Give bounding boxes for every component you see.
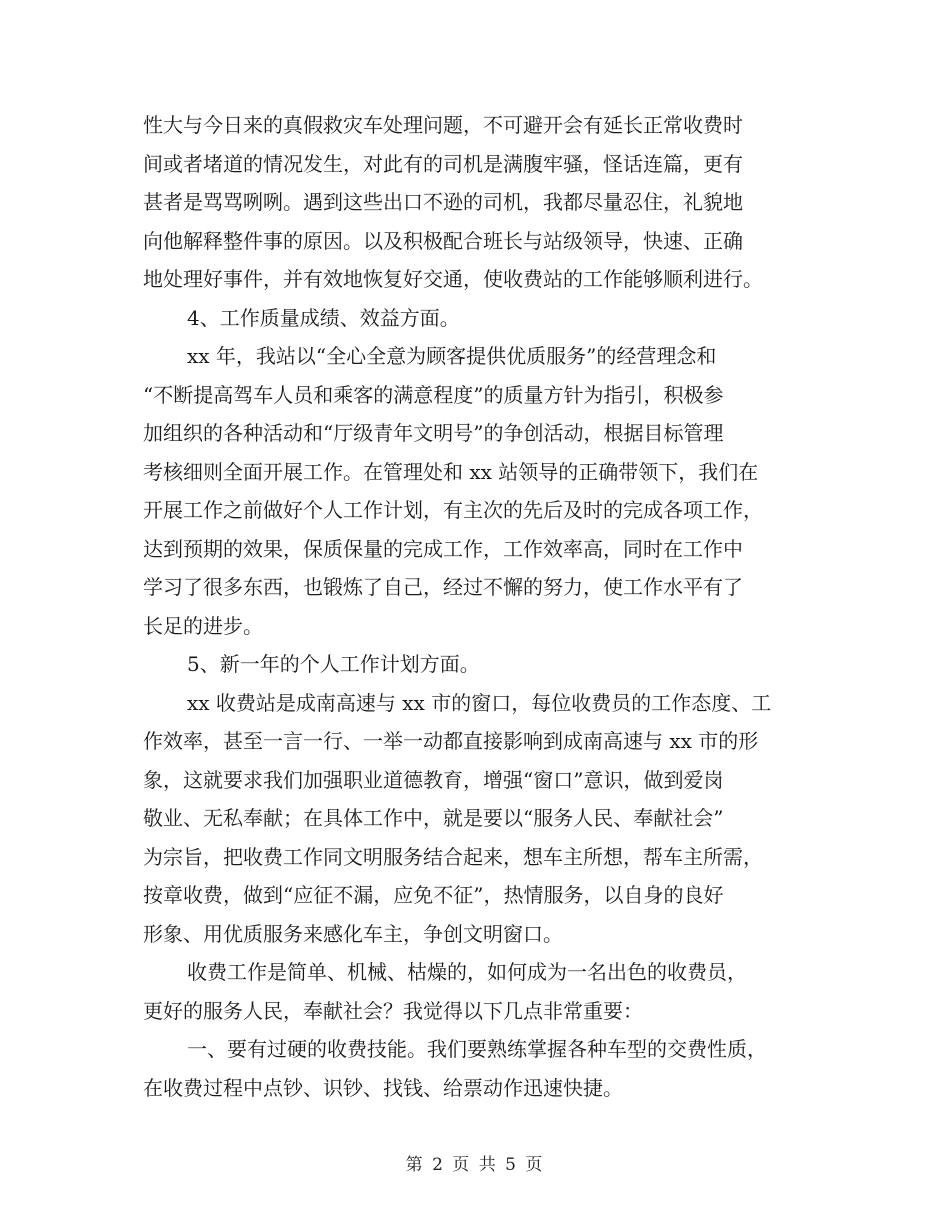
paragraph-start: 收费工作是简单、机械、枯燥的，如何成为一名出色的收费员， [187,960,747,984]
text-line: 形象、用优质服务来感化车主，争创文明窗口。 [143,921,563,946]
text-line: 加组织的各种活动和“厅级青年文明号”的争创活动，根据目标管理 [143,421,724,445]
text-line: 按章收费，做到“应征不漏，应免不征”，热情服务，以自身的良好 [143,883,724,907]
section-heading: 5、新一年的个人工作计划方面。 [187,652,480,676]
text-line: 甚者是骂骂咧咧。遇到这些出口不逊的司机，我都尽量忍住，礼貌地 [143,190,743,214]
page-footer: 第 2 页 共 5 页 [405,1155,545,1175]
paragraph-start: xx 收费站是成南高速与 xx 市的窗口，每位收费员的工作态度、工 [187,690,772,715]
text-line: 长足的进步。 [143,613,263,638]
text-line: 在收费过程中点钞、识钞、找钱、给票动作迅速快捷。 [143,1075,623,1100]
text-line: 开展工作之前做好个人工作计划，有主次的先后及时的完成各项工作， [143,498,763,522]
text-line: 性大与今日来的真假救灾车处理问题，不可避开会有延长正常收费时 [143,113,743,137]
text-line: “不断提高驾车人员和乘客的满意程度”的质量方针为指引，积极参 [143,382,724,407]
body-text [143,106,813,1107]
text-line: 为宗旨，把收费工作同文明服务结合起来，想车主所想，帮车主所需， [143,844,763,869]
text-line: 象，这就要求我们加强职业道德教育，增强“窗口”意识，做到爱岗 [143,767,724,792]
text-line: 考核细则全面开展工作。在管理处和 xx 站领导的正确带领下，我们在 [143,459,759,484]
paragraph-start: 一、要有过硬的收费技能。我们要熟练掌握各种车型的交费性质， [187,1037,767,1061]
text-line: 作效率，甚至一言一行、一举一动都直接影响到成南高速与 xx 市的形 [143,729,759,753]
text-line: 间或者堵道的情况发生，对此有的司机是满腹牢骚，怪话连篇，更有 [143,151,743,176]
text-line: 向他解释整件事的原因。以及积极配合班长与站级领导，快速、正确 [143,228,743,253]
section-heading: 4、工作质量成绩、效益方面。 [187,305,460,330]
text-line: 学习了很多东西，也锻炼了自己，经过不懈的努力，使工作水平有了 [143,575,743,599]
text-line: 敬业、无私奉献；在具体工作中，就是要以“服务人民、奉献社会” [143,806,724,830]
paragraph-start: xx 年，我站以“全心全意为顾客提供优质服务”的经营理念和 [187,344,717,368]
text-line: 更好的服务人民，奉献社会？我觉得以下几点非常重要： [143,998,643,1023]
text-line: 达到预期的效果，保质保量的完成工作，工作效率高，同时在工作中 [143,536,743,561]
text-line: 地处理好事件，并有效地恢复好交通，使收费站的工作能够顺利进行。 [143,267,763,291]
